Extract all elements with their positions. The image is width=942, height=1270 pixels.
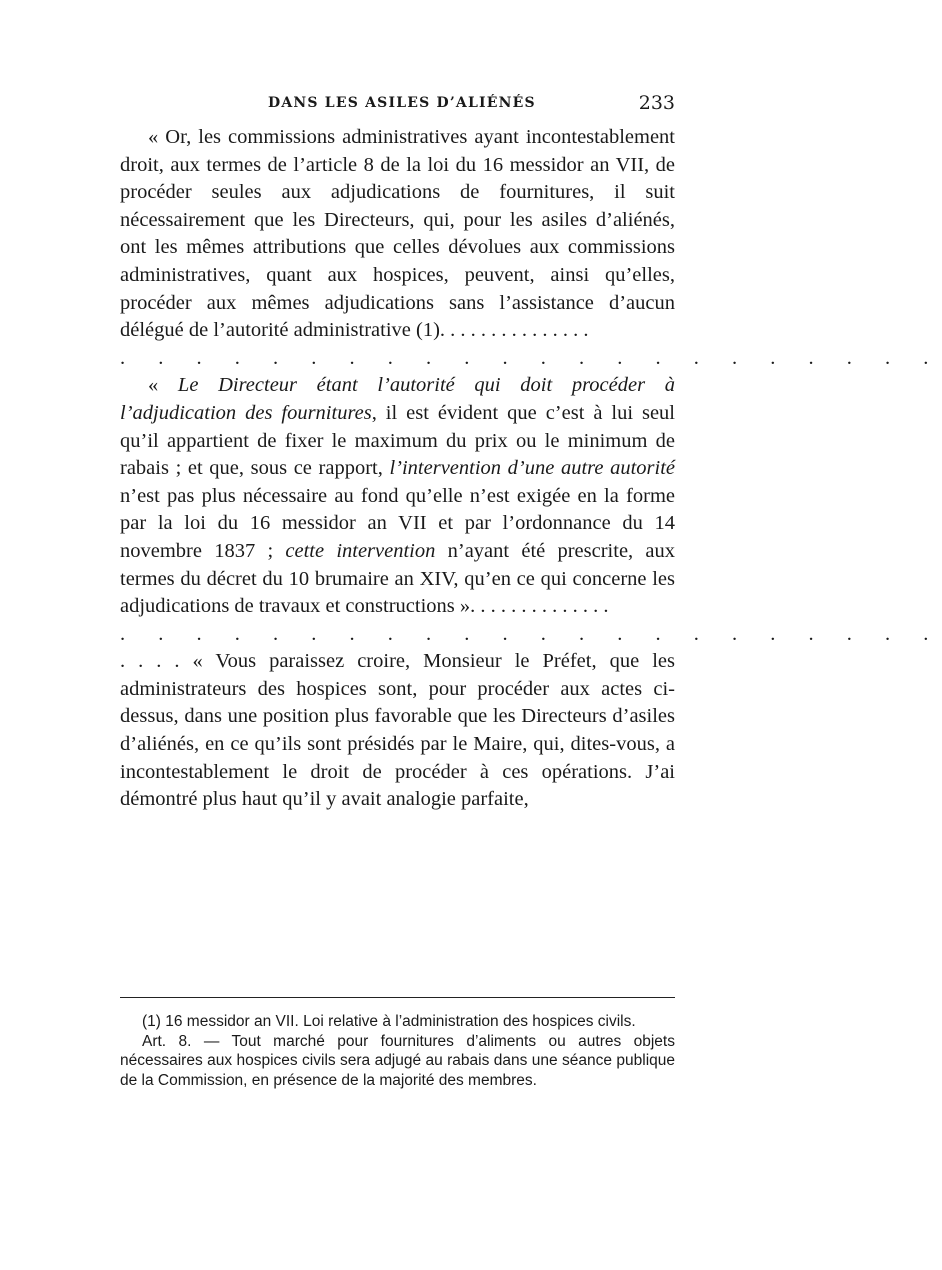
footnote-rule	[120, 997, 675, 998]
footnotes	[120, 1012, 675, 1090]
paragraph-2-italic-3: cette intervention	[285, 539, 436, 562]
paragraph-3: . . . . « Vous paraissez croire, Monsieur le Préfet, que les administrateurs des hospices sont, pour procéder aux actes ci-dessus, dans une position plus favorable que les Directeurs d’asiles d’aliénés, en ce qu’ils sont présidés par le Maire, qui, dites-vous, a incontestablement le droit de procéder à ces opérations. J’ai démontré plus haut qu’il y avait analogie parfaite,	[120, 650, 675, 811]
page-header	[120, 92, 675, 118]
footnote-1: (1) 16 messidor an VII. Loi relative à l’administration des hospices civils.	[142, 1013, 636, 1030]
paragraph-2	[120, 372, 675, 620]
footnote-2: Art. 8. — Tout marché pour fournitures d’aliments ou autres objets nécessaires aux hospices civils sera adjugé au rabais dans une séance publique de la Commission, en présence de la majorité des membres.	[120, 1032, 675, 1089]
paragraph-2-italic-2: l’intervention d’une autre autorité	[389, 457, 675, 480]
paragraph-2-text-3: n’ayant été prescrite, aux termes du décret du 10 brumaire an XIV, qu’en ce qui concerne les adjudications de travaux et constructions ». . . . . . . . . . . . . .	[120, 539, 676, 618]
paragraph-2-italic-1: Le Directeur étant l’autorité qui doit procéder à l’adjudication des fournitures	[120, 374, 675, 424]
page-number: 233	[638, 92, 675, 114]
paragraph-2-text-2: n’est pas plus nécessaire au fond qu’elle n’est exigée en la forme par la loi du 16 messidor an VII et par l’ordonnance du 14 novembre 1837 ;	[120, 484, 675, 562]
running-title: DANS LES ASILES D’ALIÉNÉS	[268, 95, 536, 111]
main-text	[120, 124, 942, 814]
paragraph-1: « Or, les commissions administratives ayant incontestablement droit, aux termes de l’article 8 de la loi du 16 messidor an VII, de procéder seules aux adjudications de fournitures, il suit nécessairement que les Directeurs, qui, pour les asiles d’aliénés, ont les mêmes attributions que celles dévolues aux commissions administratives, quant aux hospices, peuvent, ainsi qu’elles, procéder aux mêmes adjudications sans l’assistance d’aucun délégué de l’autorité administrative (1). . . . . . . . . . . . . . .	[120, 126, 675, 342]
ellipsis-line-2: . . . . . . . . . . . . . . . . . . . . . .	[120, 622, 942, 645]
ellipsis-line-1: . . . . . . . . . . . . . . . . . . . . . .	[120, 346, 942, 369]
paragraph-2-open: «	[148, 374, 178, 397]
paragraph-2-text-1: , il est évident que c’est à lui seul qu’il appartient de fixer le maximum du prix ou le minimum de rabais ; et que, sous ce rapport,	[120, 401, 675, 480]
